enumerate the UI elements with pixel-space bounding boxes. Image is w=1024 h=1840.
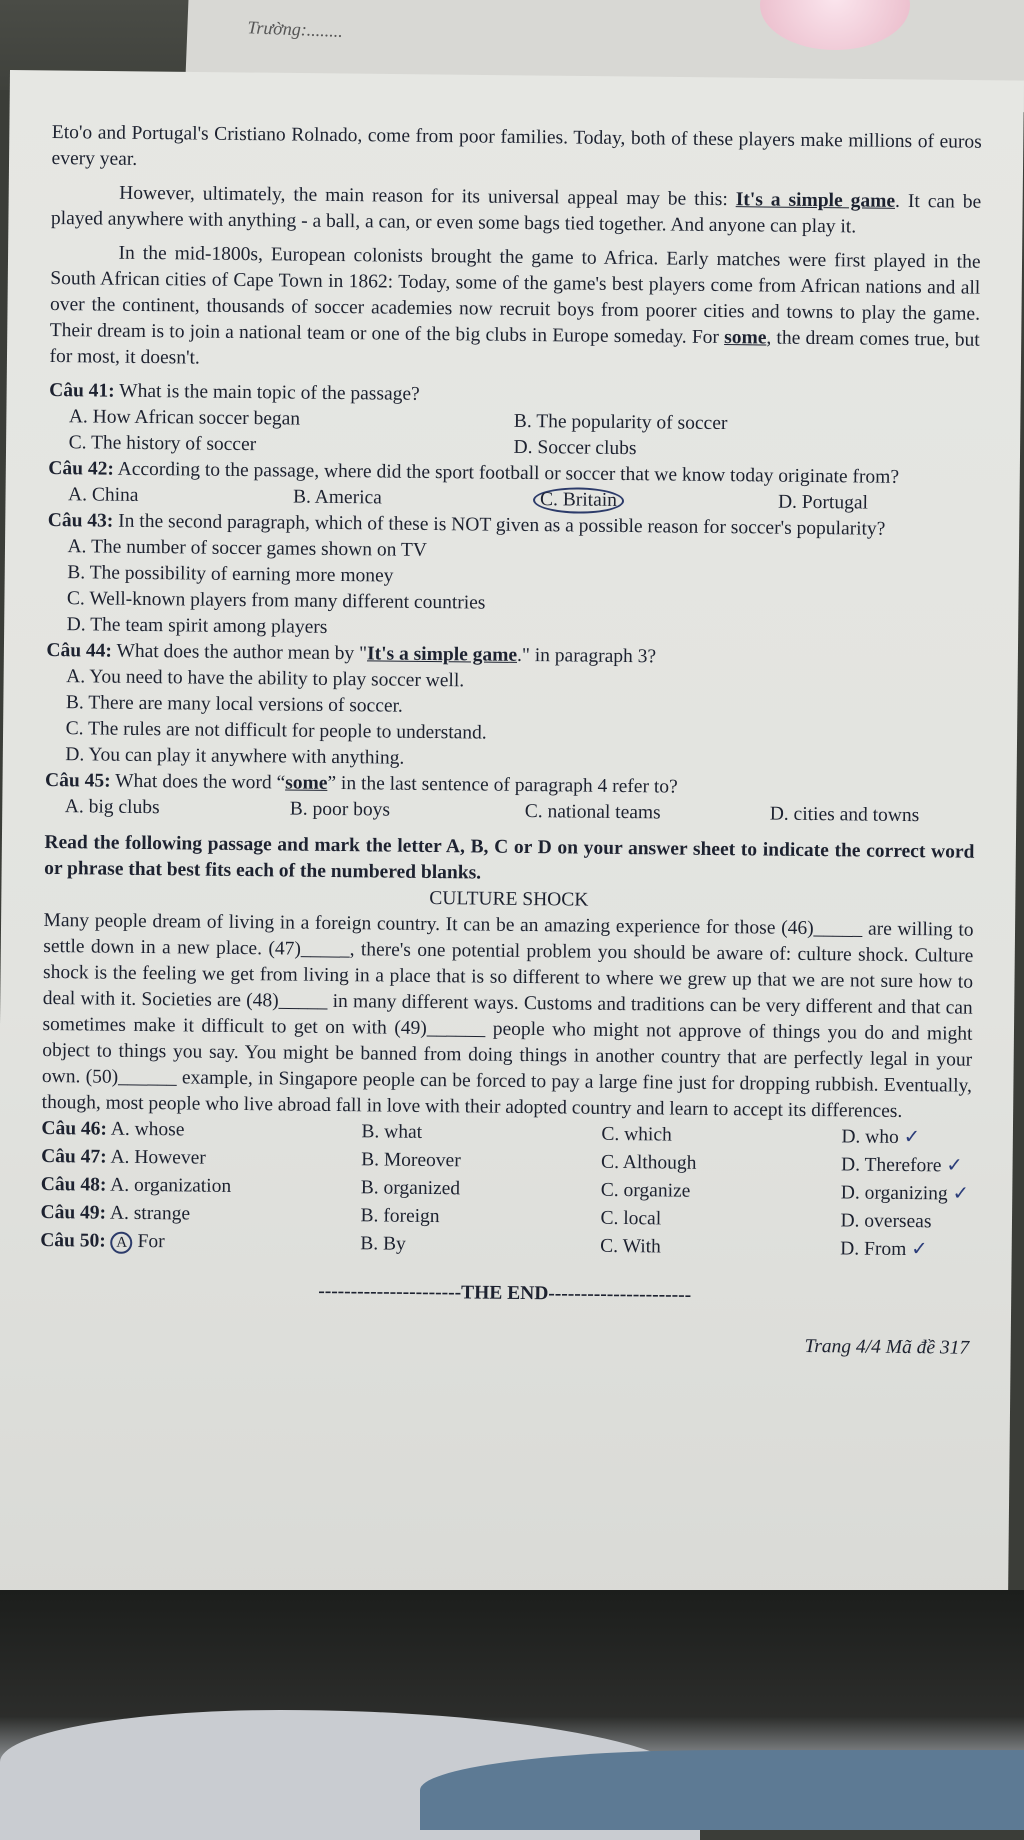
- q48-d[interactable]: D. organizing ✓: [840, 1182, 970, 1205]
- option-44b[interactable]: B. There are many local versions of soccer.: [65, 692, 403, 717]
- directions: Read the following passage and mark the letter A, B, C or D on your answer sheet to indicate the correct word or phrase that best fits each of the numbered blanks.: [44, 831, 975, 884]
- question-41: Câu 41: What is the main topic of the passage? A. How African soccer began B. The popularity of soccer C. The history of soccer D. Soccer clubs: [48, 378, 979, 466]
- sheet-header: Trường:........: [247, 17, 344, 41]
- q50-a: Câu 50: A For: [40, 1229, 165, 1253]
- q48-a: Câu 48: A. organization: [40, 1173, 232, 1197]
- check-icon: ✓: [946, 1155, 963, 1177]
- q48-b[interactable]: B. organized: [360, 1177, 461, 1200]
- answer-options: [40, 1116, 971, 1264]
- check-icon: ✓: [903, 1126, 921, 1149]
- page-footer: Trang 4/4 Mã đề 317: [804, 1335, 970, 1359]
- background-bottom: [0, 1590, 1024, 1820]
- option-43a[interactable]: A. The number of soccer games shown on TV: [67, 536, 428, 561]
- q46-a: Câu 46: A. whose: [41, 1117, 185, 1141]
- paragraph-1: Eto'o and Portugal's Cristiano Rolnado, come from poor families. Today, both of these players make millions of euros every year.: [51, 121, 982, 170]
- q50-b[interactable]: B. By: [360, 1233, 406, 1255]
- option-41d[interactable]: D. Soccer clubs: [513, 436, 637, 460]
- question-42: Câu 42: According to the passage, where did the sport football or soccer that we know today originate from? A. China B. America C. Britain D. Portugal: [48, 456, 978, 518]
- culture-shock-passage: Many people dream of living in a foreign country. It can be an amazing experience for those (46)_____ are willing to settle down in a new place. (47)_____, there's one potential problem you should be aware of: culture shock. Culture shock is the feeling we get from living in a place that is so different to where we grew up that we are not sure how to deal with it. Societies are (48)_____ in many different ways. Customs and traditions can be very different and that can sometimes make it difficult to get on with (49)______ people who might not approve of things you do and might object to things you say. You might be banned from doing things in another country that are perfectly legal in your own. (50)______ example, in Singapore people can be forced to pay a large fine just for dropping rubbish. Eventually, though, most people who live abroad fall in love with their adopted country and learn to accept its differences.: [41, 909, 974, 1122]
- the-end: ----------------------THE END----------------------: [318, 1280, 692, 1306]
- option-45d[interactable]: D. cities and towns: [769, 803, 920, 827]
- option-41b[interactable]: B. The popularity of soccer: [513, 410, 728, 435]
- option-44c[interactable]: C. The rules are not difficult for people to understand.: [65, 718, 487, 744]
- option-42a[interactable]: A. China: [67, 484, 139, 506]
- option-42c[interactable]: C. Britain: [533, 487, 624, 514]
- q49-d[interactable]: D. overseas: [840, 1210, 932, 1233]
- check-icon: ✓: [952, 1183, 970, 1205]
- jeans: [420, 1750, 1024, 1830]
- option-43d[interactable]: D. The team spirit among players: [66, 614, 328, 638]
- q47-c[interactable]: C. Although: [601, 1151, 697, 1174]
- q46-d[interactable]: D. who ✓: [841, 1126, 921, 1149]
- option-41c[interactable]: C. The history of soccer: [68, 432, 257, 456]
- q50-c[interactable]: C. With: [600, 1235, 661, 1258]
- option-42d[interactable]: D. Portugal: [777, 491, 869, 514]
- option-44a[interactable]: A. You need to have the ability to play soccer well.: [66, 666, 465, 692]
- option-41a[interactable]: A. How African soccer began: [68, 406, 301, 430]
- question-45: Câu 45: What does the word “some” in the last sentence of paragraph 4 refer to? A. big clubs B. poor boys C. national teams D. cities and towns: [45, 768, 975, 830]
- paragraph-3: In the mid-1800s, European colonists brought the game to Africa. Early matches were first played in the South African cities of Cape Town in 1862: Today, some of the game's best players come from African nations and all over the continent, thousands of soccer academies now recruit boys from poorer cities and towns to play the game. Their dream is to join a national team or one of the big clubs in Europe someday. For some, the dream comes true, but for most, it doesn't.: [49, 242, 981, 369]
- q48-c[interactable]: C. organize: [600, 1179, 691, 1202]
- q49-a: Câu 49: A. strange: [40, 1201, 191, 1225]
- paragraph-2: However, ultimately, the main reason for its universal appeal may be this: It's a simple game. It can be played anywhere with anything - a ball, a can, or even some bags tied together. And anyone can play it.: [50, 182, 982, 238]
- option-43c[interactable]: C. Well-known players from many different countries: [66, 588, 486, 614]
- q46-c[interactable]: C. which: [601, 1123, 672, 1146]
- option-43b[interactable]: B. The possibility of earning more money: [67, 562, 394, 587]
- question-44: Câu 44: What does the author mean by "It's a simple game." in paragraph 3? A. You need to have the ability to play soccer well. B. There are many local versions of soccer. C. The rules are not difficult for people to understand. D. You can play it anywhere with anything.: [45, 638, 976, 778]
- q49-b[interactable]: B. foreign: [360, 1205, 440, 1228]
- option-44d[interactable]: D. You can play it anywhere with anything.: [65, 744, 405, 769]
- q49-c[interactable]: C. local: [600, 1207, 662, 1230]
- option-45b[interactable]: B. poor boys: [289, 798, 391, 821]
- q47-d[interactable]: D. Therefore ✓: [840, 1154, 963, 1177]
- culture-shock-title: CULTURE SHOCK: [429, 887, 589, 911]
- option-45c[interactable]: C. national teams: [524, 800, 661, 824]
- q46-b[interactable]: B. what: [361, 1121, 423, 1143]
- circled-a-icon[interactable]: A: [111, 1232, 133, 1254]
- page-content: [39, 120, 982, 1362]
- check-icon: ✓: [911, 1239, 928, 1261]
- q47-b[interactable]: B. Moreover: [361, 1149, 461, 1172]
- option-45a[interactable]: A. big clubs: [64, 796, 160, 819]
- q47-a: Câu 47: A. However: [41, 1145, 206, 1169]
- question-43: Câu 43: In the second paragraph, which of these is NOT given as a possible reason for soccer's popularity? A. The number of soccer games shown on TV B. The possibility of earning more money C. Well-known players from many different countries D. The team spirit among players: [47, 508, 978, 648]
- q50-d[interactable]: D. From ✓: [840, 1238, 928, 1261]
- option-42b[interactable]: B. America: [292, 486, 382, 509]
